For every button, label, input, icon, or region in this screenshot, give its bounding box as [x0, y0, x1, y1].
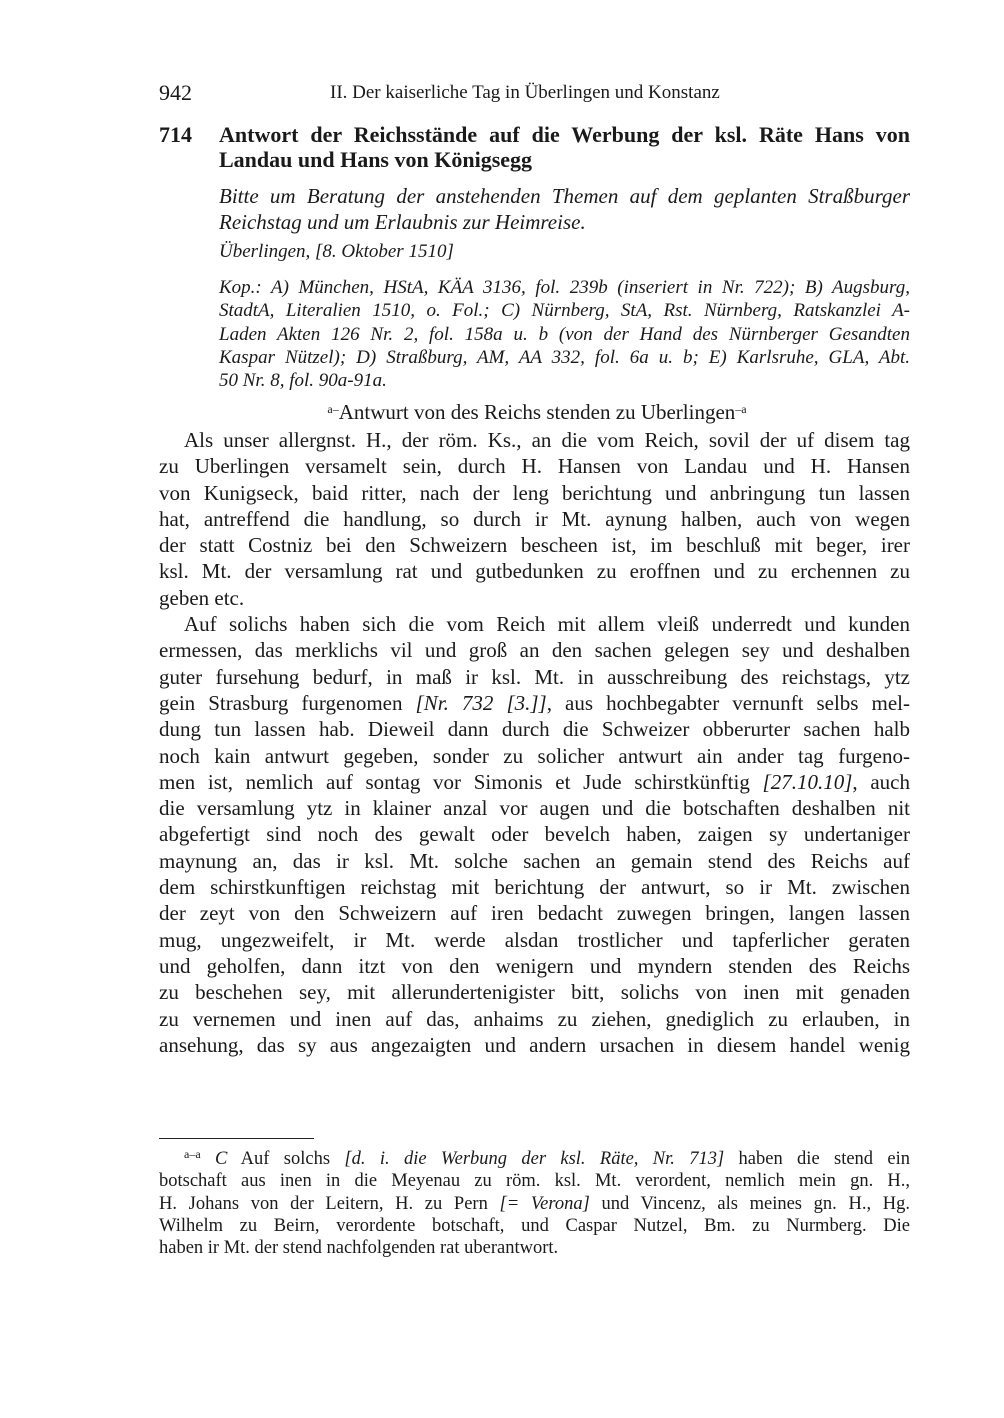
italic-segment: [d. i. die Werbung der ksl. Räte, Nr. 713]: [344, 1149, 725, 1169]
text-line: [159, 848, 910, 874]
text-line: [159, 1006, 910, 1032]
text-line: [159, 1215, 910, 1237]
text-line: [159, 716, 910, 742]
text-segment: von Kunigseck, baid ritter, nach der leng berichtung und anbringung tun lassen: [159, 480, 910, 505]
document-date: Überlingen, [8. Oktober 1510]: [219, 241, 454, 262]
text-line: [159, 585, 910, 611]
document-summary: [219, 183, 910, 235]
text-segment: Auf solichs haben sich die vom Reich mit allem vleiß underredt und kunden: [184, 612, 910, 637]
title-line: Landau und Hans von Königsegg: [219, 147, 533, 172]
text-segment: zu beschehen sey, mit allerundertenigister bitt, solichs von inen mit genaden: [159, 980, 910, 1005]
source-line: Laden Akten 126 Nr. 2, fol. 158a u. b (von der Hand des Nürnberger Gesandten: [219, 323, 910, 345]
text-line: [159, 874, 910, 900]
text-segment: haben ir Mt. der stend nachfolgenden rat uberantwort.: [159, 1238, 559, 1259]
text-segment: der statt Costniz bei den Schweizern bescheen ist, im beschluß mit beger, irer: [159, 533, 910, 558]
text-segment: hat, antreffend die handlung, so durch ir Mt. aynung halben, auch von wegen: [159, 506, 910, 531]
text-segment: gein Strasburg furgenomen: [159, 690, 416, 715]
paragraph: [159, 427, 910, 611]
text-segment: geben etc.: [159, 585, 245, 610]
text-line: [159, 532, 910, 558]
text-segment: , aus hochbegabter vernunft selbs mel-: [546, 690, 911, 715]
text-line: [159, 427, 910, 453]
text-line: [159, 611, 910, 637]
page-number: 942: [159, 80, 192, 105]
text-segment: botschaft aus inen in die Meyenau zu röm. ksl. Mt. verordent, nemlich mein gn. H.,: [159, 1171, 910, 1192]
text-line: [159, 664, 910, 690]
text-segment: dung tun lassen hab. Dieweil dann durch die Schweizer obberurter sachen halb: [159, 717, 910, 742]
italic-segment: [= Verona]: [499, 1193, 590, 1214]
text-segment: ansehung, das sy aus angezaigten und andern ursachen in diesem handel wenig: [159, 1032, 910, 1057]
body-text: [159, 427, 910, 1058]
text-line: [159, 953, 910, 979]
text-segment: und Vincenz, als meines gn. H., Hg.: [589, 1193, 910, 1214]
text-segment: , auch: [852, 769, 910, 794]
text-line: [159, 900, 910, 926]
paragraph: [159, 611, 910, 1058]
italic-segment: [Nr. 732 [3.]]: [415, 690, 547, 715]
text-line: [159, 506, 910, 532]
source-line: 50 Nr. 8, fol. 90a-91a.: [219, 370, 387, 392]
variant-mark-close: –a: [735, 402, 747, 416]
text-segment: und geholfen, dann itzt von den wenigern und myndern stenden des Reichs: [159, 953, 910, 978]
text-segment: der zeyt von den Schweizern auf iren bedacht zuwegen bringen, langen lassen: [159, 901, 910, 926]
source-line: Kaspar Nützel); D) Straßburg, AM, AA 332, fol. 6a u. b; E) Karlsruhe, GLA, Abt.: [219, 346, 910, 368]
text-line: [159, 769, 910, 795]
text-segment: ksl. Mt. der versamlung rat und gutbedunken zu eroffnen und zu erchennen zu: [159, 559, 910, 584]
text-line: [159, 795, 910, 821]
summary-line: Bitte um Beratung der anstehenden Themen auf dem geplanten Straßburger: [219, 184, 910, 208]
text-line: [159, 690, 910, 716]
text-line: [159, 1032, 910, 1058]
text-segment: Wilhelm zu Beirn, verordente botschaft, und Caspar Nutzel, Bm. zu Nurmberg. Die: [159, 1215, 910, 1236]
variant-mark-open: a–: [327, 402, 339, 416]
text-line: [159, 453, 910, 479]
source-line: StadtA, Literalien 1510, o. Fol.; C) Nürnberg, StA, Rst. Nürnberg, Ratskanzlei A-: [219, 300, 910, 322]
running-title: II. Der kaiserliche Tag in Überlingen und Konstanz: [330, 82, 720, 103]
footnote: [159, 1143, 910, 1259]
footnote-rule: [159, 1138, 314, 1139]
text-segment: abgefertigt sind noch des gewalt oder bevelch haben, zaigen sy undertaniger: [159, 822, 910, 847]
heading-text: Antwurt von des Reichs stenden zu Uberlingen: [338, 400, 736, 424]
text-segment: guter fursehung bedurf, in maß ir ksl. Mt. in ausschreibung des reichstags, ytz: [159, 664, 910, 689]
source-list: [219, 276, 910, 392]
text-segment: noch kain antwurt gegeben, sonder zu solicher antwurt ain ander tag furgeno-: [159, 743, 910, 768]
text-segment: ermessen, das merklichs vil und groß an den sachen gelegen sey und deshalben: [159, 638, 910, 663]
text-segment: men ist, nemlich auf sontag vor Simonis et Jude schirstkünftig: [159, 769, 763, 794]
italic-segment: C: [215, 1149, 228, 1169]
text-line: [159, 821, 910, 847]
document-title: [219, 122, 910, 172]
text-segment: mug, ungezweifelt, ir Mt. werde alsdan trostlicher und tapferlicher geraten: [159, 927, 910, 952]
text-segment: [201, 1149, 215, 1169]
text-segment: die versamlung ytz in klainer anzal vor augen und die botschaften deshalben nit: [159, 796, 910, 821]
text-segment: H. Johans von der Leitern, H. zu Pern: [159, 1193, 500, 1214]
source-line: Kop.: A) München, HStA, KÄA 3136, fol. 239b (inseriert in Nr. 722); B) Augsburg,: [219, 277, 910, 298]
text-segment: Auf solchs: [227, 1149, 345, 1169]
document-number: 714: [159, 122, 192, 147]
text-segment: zu Uberlingen versamelt sein, durch H. Hansen von Landau und H. Hansen: [159, 454, 910, 479]
text-segment: zu vernemen und inen auf das, anhaims zu ziehen, gnediglich zu erlauben, in: [159, 1006, 910, 1031]
italic-segment: [27.10.10]: [762, 769, 853, 794]
text-line: [159, 927, 910, 953]
summary-line: Reichstag und um Erlaubnis zur Heimreise.: [219, 210, 586, 234]
text-line: [159, 1143, 910, 1170]
text-line: [159, 558, 910, 584]
text-line: [159, 979, 910, 1005]
text-line: [159, 480, 910, 506]
title-line: Antwort der Reichsstände auf die Werbung der ksl. Räte Hans von: [219, 122, 910, 147]
text-line: [159, 743, 910, 769]
text-segment: haben die stend ein: [724, 1149, 911, 1169]
text-segment: dem schirstkunftigen reichstag mit berichtung der antwurt, so ir Mt. zwischen: [159, 875, 910, 900]
text-segment: maynung an, das ir ksl. Mt. solche sachen an gemain stend des Reichs auf: [159, 848, 910, 873]
text-line: [159, 1193, 910, 1215]
text-line: [159, 637, 910, 663]
footnote-mark: a–a: [184, 1147, 201, 1161]
text-line: [159, 1237, 910, 1259]
text-line: [159, 1170, 910, 1192]
text-segment: Als unser allergnst. H., der röm. Ks., an die vom Reich, sovil der uf disem tag: [184, 428, 910, 452]
text-heading: [0, 400, 1004, 425]
